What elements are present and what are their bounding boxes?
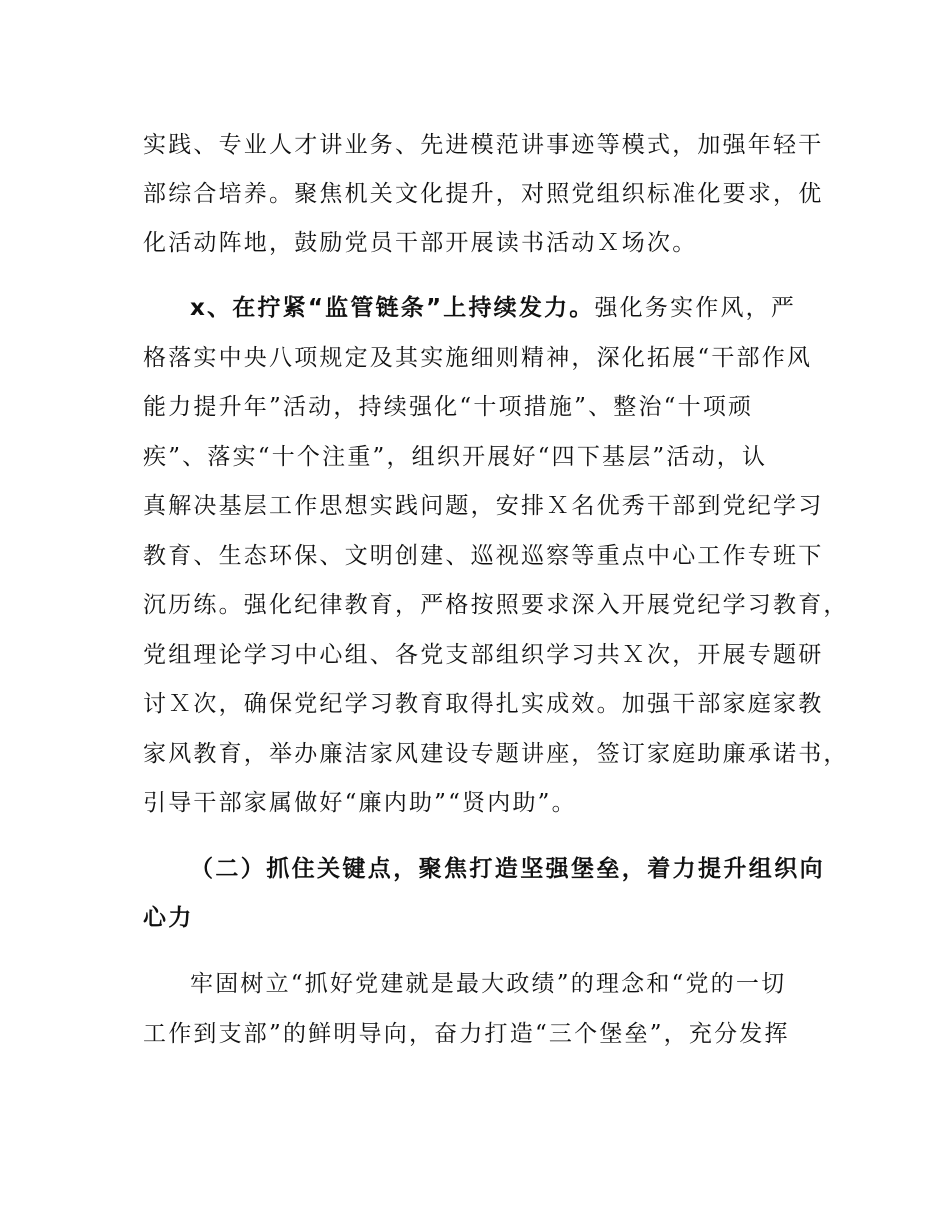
paragraph-2-line-1 [190, 284, 823, 332]
paragraph-2-lead-text: 强化务实作风，严 [594, 295, 797, 321]
paragraph-2-line-5: 真解决基层工作思想实践问题，安排Ｘ名优秀干部到党纪学习 [143, 493, 824, 519]
paragraph-2-line-10: 家风教育，举办廉洁家风建设专题讲座，签订家庭助廉承诺书， [143, 741, 849, 767]
paragraph-2-line-2: 格落实中央八项规定及其实施细则精神，深化拓展“干部作风 [143, 345, 813, 371]
paragraph-2-line-8: 党组理论学习中心组、各党支部组织学习共Ｘ次，开展专题研 [143, 642, 824, 668]
paragraph-2-line-6: 教育、生态环保、文明创建、巡视巡察等重点中心工作专班下 [143, 543, 824, 569]
paragraph-3-line-1: 牢固树立“抓好党建就是最大政绩”的理念和“党的一切 [190, 971, 787, 997]
paragraph-2-line-3: 能力提升年”活动，持续强化“十项措施”、整治“十项顽 [143, 394, 754, 420]
paragraph-1-line-2: 部综合培养。聚焦机关文化提升，对照党组织标准化要求，优 [143, 181, 824, 207]
section-heading-line-2: 心力 [143, 905, 194, 931]
paragraph-2-line-7: 沉历练。强化纪律教育，严格按照要求深入开展党纪学习教育， [143, 592, 849, 618]
paragraph-3-line-2: 工作到支部”的鲜明导向，奋力打造“三个堡垒”，充分发挥 [143, 1021, 790, 1047]
paragraph-1-line-3: 化活动阵地，鼓励党员干部开展读书活动Ｘ场次。 [143, 230, 698, 256]
paragraph-2-line-9: 讨Ｘ次，确保党纪学习教育取得扎实成效。加强干部家庭家教 [143, 691, 824, 717]
paragraph-2-line-4: 疾”、落实“十个注重”，组织开展好“四下基层”活动，认 [143, 444, 768, 470]
paragraph-2-line-11: 引导干部家属做好“廉内助”“贤内助”。 [143, 790, 577, 816]
paragraph-2-lead-heading: x、在拧紧“监管链条”上持续发力。 [190, 295, 595, 321]
section-heading-line-1: （二）抓住关键点，聚焦打造坚强堡垒，着力提升组织向 [190, 856, 825, 882]
paragraph-1-line-1: 实践、专业人才讲业务、先进模范讲事迹等模式，加强年轻干 [143, 132, 824, 158]
